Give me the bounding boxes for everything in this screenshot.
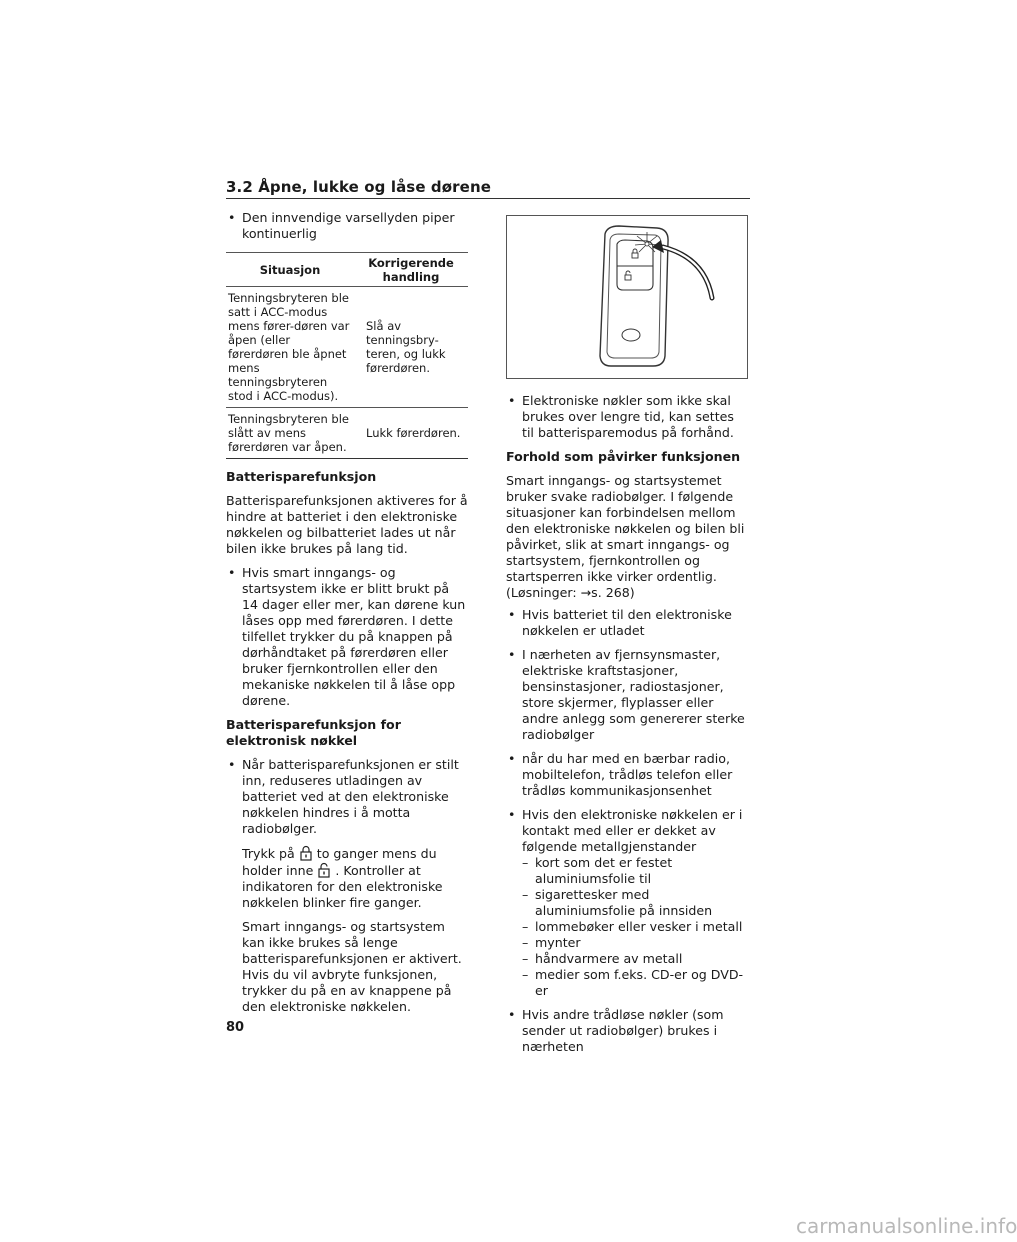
- list-item: • I nærheten av fjernsynsmaster, elektriske kraftstasjoner, bensinstasjoner, radiostasjoner, store skjermer, flyplasser eller andre anlegg som genererer sterke radiobølger: [506, 647, 748, 743]
- table-row: [226, 408, 468, 459]
- list-item: • Hvis smart inngangs- og startsystem ikke er blitt brukt på 14 dager eller mer, kan dørene kun låses opp med førerdøren. I dette tilfellet trykker du på knappen på dørhåndtaket på førerdøren eller bruker fjernkontrollen eller den mekaniske nøkkelen til å låse opp dørene.: [226, 565, 468, 709]
- key-fob-drawing: [507, 216, 747, 378]
- battery-saver-paragraph: Batterisparefunksjonen aktiveres for å hindre at batteriet i den elektroniske nøkkelen og bilbatteriet lades ut når bilen ikke brukes på lang tid.: [226, 493, 468, 556]
- section-title: 3.2 Åpne, lukke og låse dørene: [226, 178, 491, 196]
- electronic-key-illustration: [506, 215, 748, 379]
- situation-table: [226, 252, 468, 459]
- table-cell-situation: Tenningsbryteren ble satt i ACC-modus mens fører-døren var åpen (eller førerdøren ble åpnet mens tenningsbryteren stod i ACC-modus).: [226, 287, 354, 408]
- sub-list-item: – mynter: [522, 935, 748, 951]
- sub-list-item: – sigarettesker med aluminiumsfolie på innsiden: [522, 887, 748, 919]
- sub-list-item: – lommebøker eller vesker i metall: [522, 919, 748, 935]
- press-text-b: to ganger mens du holder inne: [242, 846, 437, 878]
- conditions-paragraph: [506, 473, 748, 601]
- list-item: • Elektroniske nøkler som ikke skal brukes over lengre tid, kan settes til batterisparemodus på forhånd.: [506, 393, 748, 441]
- metal-objects-list: [522, 855, 748, 999]
- right-column: [506, 213, 748, 1063]
- key-battery-saver-heading: Batterisparefunksjon for elektronisk nøkkel: [226, 717, 401, 748]
- unused-keys-list: [506, 393, 748, 441]
- conditions-list: [506, 607, 748, 1055]
- table-header-row: [226, 253, 468, 287]
- table-row: [226, 287, 468, 408]
- list-item: • Den innvendige varsellyden piper kontinuerlig: [226, 210, 468, 242]
- list-item: • Hvis batteriet til den elektroniske nøkkelen er utladet: [506, 607, 748, 639]
- conditions-heading: Forhold som påvirker funksjonen: [506, 449, 741, 464]
- table-cell-action: Slå av tenningsbry-teren, og lukk førerdøren.: [354, 287, 468, 408]
- sub-list-item: – håndvarmere av metall: [522, 951, 748, 967]
- sub-list-item: – kort som det er festet aluminiumsfolie til: [522, 855, 748, 887]
- intro-list: [226, 210, 468, 242]
- key-battery-saver-list: [226, 757, 468, 837]
- table-cell-action: Lukk førerdøren.: [354, 408, 468, 459]
- solutions-reference: (Løsninger: →s. 268): [506, 585, 635, 600]
- unlock-icon: [316, 862, 332, 878]
- list-item: • Hvis andre trådløse nøkler (som sender ut radiobølger) brukes i nærheten: [506, 1007, 748, 1055]
- left-column: [226, 210, 468, 1023]
- list-item: • når du har med en bærbar radio, mobiltelefon, trådløs telefon eller trådløs kommunikasjonsenhet: [506, 751, 748, 799]
- watermark: carmanualsonline.info: [796, 1214, 1017, 1238]
- metal-objects-text: Hvis den elektroniske nøkkelen er i kontakt med eller er dekket av følgende metallgjenstander: [522, 807, 743, 854]
- press-text-a: Trykk på: [242, 846, 295, 861]
- smart-system-note: Smart inngangs- og startsystem kan ikke brukes så lenge batterisparefunksjonen er aktivert. Hvis du vil avbryte funksjonen, trykker du på en av knappene på den elektroniske nøkkelen.: [242, 919, 462, 1014]
- press-instruction: [242, 845, 468, 911]
- battery-saver-list: [226, 565, 468, 709]
- press-text-c: . Kontroller at indikatoren for den elektroniske nøkkelen blinker fire ganger.: [242, 863, 443, 910]
- table-cell-situation: Tenningsbryteren ble slått av mens førerdøren var åpen.: [226, 408, 354, 459]
- list-item: • Når batterisparefunksjonen er stilt inn, reduseres utladingen av batteriet ved at den elektroniske nøkkelen hindres i å motta radiobølger.: [226, 757, 468, 837]
- sub-list-item: – medier som f.eks. CD-er og DVD-er: [522, 967, 748, 999]
- battery-saver-heading: Batterisparefunksjon: [226, 469, 377, 484]
- page-number: 80: [226, 1020, 245, 1035]
- list-item: [506, 807, 748, 999]
- table-header-action: Korrigerende handling: [354, 253, 468, 287]
- table-header-situation: Situasjon: [226, 253, 354, 287]
- conditions-text: Smart inngangs- og startsystemet bruker svake radiobølger. I følgende situasjoner kan forbindelsen mellom den elektroniske nøkkelen og bilen bli påvirket, slik at smart inngangs- og startsystem, fjernkontrollen og startsperren ikke virker ordentlig.: [506, 473, 745, 584]
- lock-icon: [298, 845, 314, 861]
- section-divider: [226, 198, 750, 199]
